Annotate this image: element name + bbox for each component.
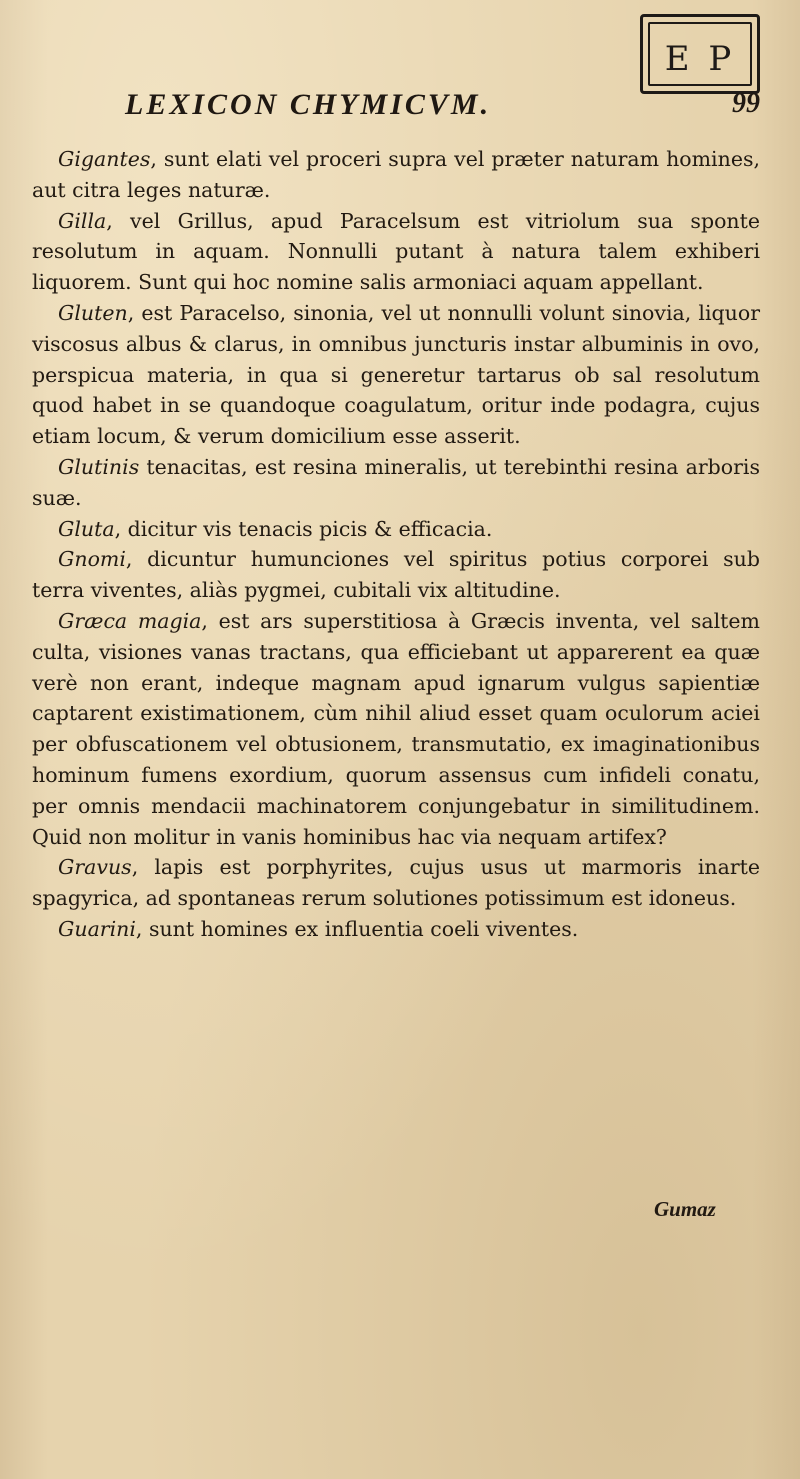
page-body — [32, 144, 760, 945]
catchword: Gumaz — [654, 1197, 716, 1221]
entry-term: Guarini — [58, 916, 136, 941]
library-stamp — [640, 14, 760, 94]
entry-text: , sunt homines ex influentia coeli viventes. — [135, 916, 579, 941]
page-header-title: LEXICON CHYMICVM. — [125, 88, 492, 121]
entry — [32, 514, 760, 545]
entry-text: , dicuntur humunciones vel spiritus potius corporei sub terra viventes, aliàs pygmei, cubitali vix altitudine. — [32, 547, 760, 603]
entry — [32, 298, 760, 452]
entry-text: , dicitur vis tenacis picis & efficacia. — [114, 516, 493, 541]
entry — [32, 852, 760, 914]
entry-text: , lapis est porphyrites, cujus usus ut marmoris inarte spagyrica, ad spontaneas rerum solutiones potissimum est idoneus. — [32, 855, 760, 911]
entry — [32, 206, 760, 298]
entry-text: tenacitas, est resina mineralis, ut terebinthi resina arboris suæ. — [32, 454, 760, 510]
entry — [32, 144, 760, 206]
entry-term: Gigantes — [58, 147, 151, 171]
library-stamp-text: E P — [664, 39, 736, 79]
entry-term: Glutinis — [58, 454, 140, 479]
entry-text: , vel Grillus, apud Paracelsum est vitriolum sua sponte resolutum in aquam. Nonnulli putant à natura talem exhiberi liquorem. Sunt qui hoc nomine salis armoniaci aquam appellant. — [32, 208, 760, 295]
entry-term: Gluten — [58, 300, 128, 325]
entry — [32, 606, 760, 852]
entry-term: Græca magia — [58, 608, 202, 633]
entry-text: , sunt elati vel proceri supra vel præter naturam homines, aut citra leges naturæ. — [32, 147, 760, 202]
entry-term: Gluta — [58, 516, 115, 541]
entry-term: Gravus — [58, 855, 132, 880]
entry-text: , est Paracelso, sinonia, vel ut nonnulli volunt sinovia, liquor viscosus albus & clarus, in omnibus juncturis instar albuminis in ovo, perspicua materia, in qua si generetur tartarus ob sal resolutum quod habet in se quandoque coagulatum, oritur inde podagra, cujus etiam locum, & verum domicilium esse asserit. — [32, 300, 760, 449]
entry-term: Gnomi — [58, 547, 126, 572]
entry-term: Gilla — [58, 208, 107, 233]
entry-text: , est ars superstitiosa à Græcis inventa, vel saltem culta, visiones vanas tractans, qua efficiebant ut apparerent ea quæ verè non erant, indeque magnam apud ignarum vulgus sapientiæ captarent existimationem, cùm nihil aliud esset quam oculorum aciei per obfuscationem vel obtusionem, transmutatio, ex imaginationibus hominum fumens exordium, quorum assensus cum infideli conatu, per omnis mendacii machinatorem conjungebatur in similitudinem. Quid non molitur in vanis hominibus hac via nequam artifex? — [32, 608, 760, 849]
entry — [32, 914, 760, 945]
entry — [32, 452, 760, 514]
entry — [32, 544, 760, 606]
page-number: 99 — [732, 88, 760, 119]
